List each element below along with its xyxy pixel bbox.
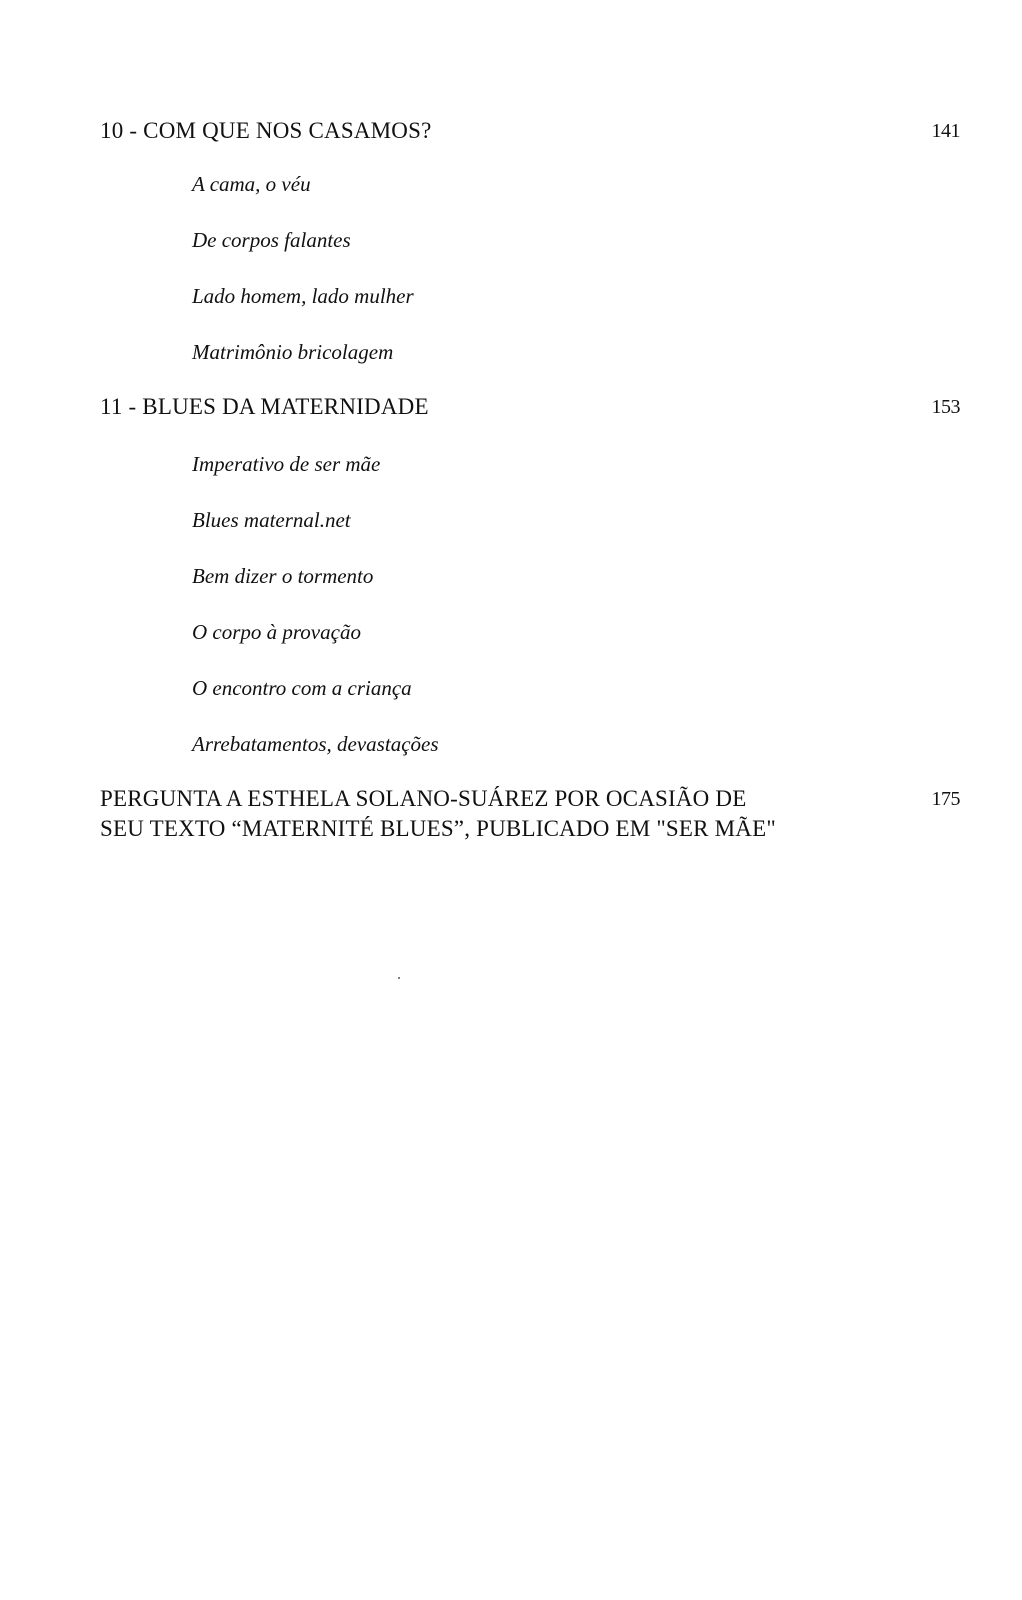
subsection-blues-maternal-net: Blues maternal.net [192,508,351,532]
chapter-10-title: 10 - COM QUE NOS CASAMOS? [100,118,432,143]
subsection-arrebatamentos-devastacoes: Arrebatamentos, devastações [192,732,439,756]
scan-speck [398,977,400,979]
subsection-imperativo-de-ser-mae: Imperativo de ser mãe [192,452,381,476]
appendix-page-number: 175 [931,788,960,810]
chapter-11-title: 11 - BLUES DA MATERNIDADE [100,394,429,419]
subsection-de-corpos-falantes: De corpos falantes [192,228,351,252]
chapter-11-page-number: 153 [931,396,960,418]
subsection-matrimonio-bricolagem: Matrimônio bricolagem [192,340,394,364]
subsection-o-corpo-a-provacao: O corpo à provação [192,620,361,644]
subsection-lado-homem-lado-mulher: Lado homem, lado mulher [192,284,414,308]
appendix-title [100,784,900,844]
subsection-a-cama-o-veu: A cama, o véu [192,172,311,196]
appendix-title-line-1: PERGUNTA A ESTHELA SOLANO-SUÁREZ POR OCASIÃO DE [100,786,747,811]
appendix-title-line-2: SEU TEXTO “MATERNITÉ BLUES”, PUBLICADO EM "SER MÃE" [100,816,776,841]
chapter-10-page-number: 141 [931,120,960,142]
subsection-bem-dizer-o-tormento: Bem dizer o tormento [192,564,374,588]
subsection-o-encontro-com-a-crianca: O encontro com a criança [192,676,412,700]
